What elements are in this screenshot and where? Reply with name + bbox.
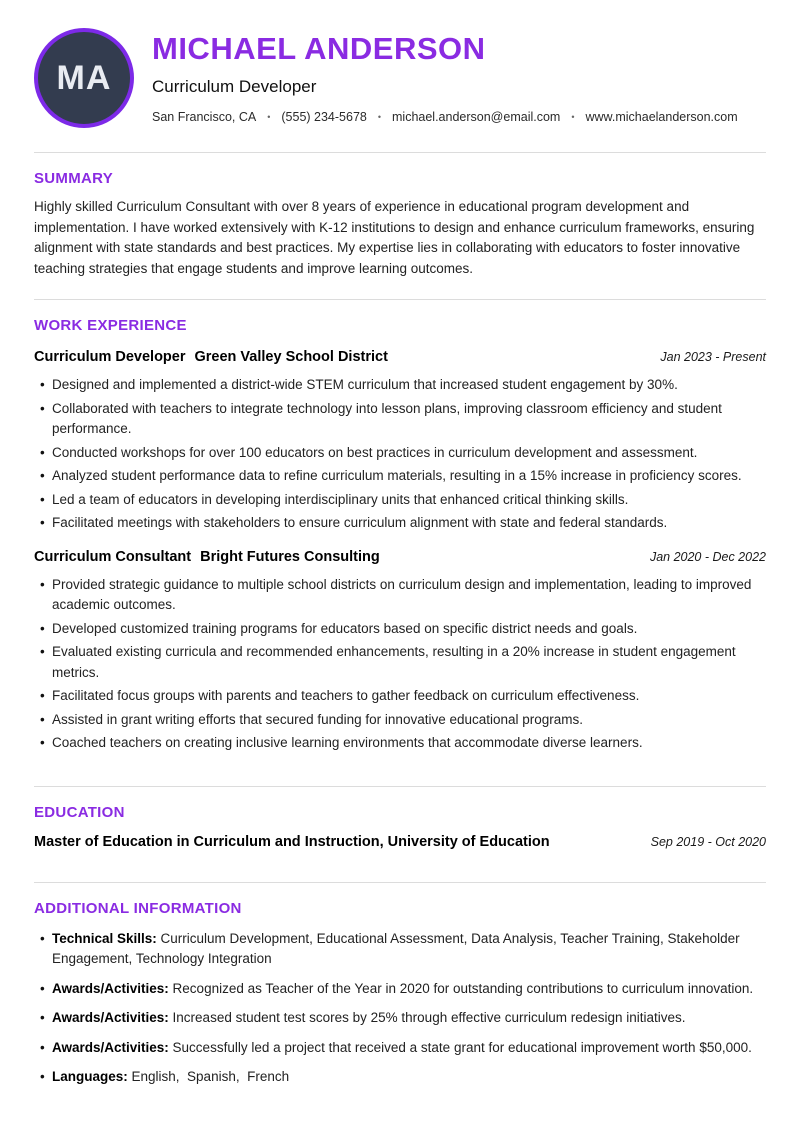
bullet-dot: • [40, 444, 45, 460]
person-title: Curriculum Developer [152, 77, 317, 97]
bullet-text: Analyzed student performance data to refine curriculum materials, resulting in a 15% increase in proficiency scores. [52, 468, 742, 483]
education-dates: Sep 2019 - Oct 2020 [650, 834, 766, 849]
section-divider [34, 299, 766, 300]
additional-section [34, 900, 766, 1088]
bullet-text: Led a team of educators in developing interdisciplinary units that enhanced critical thinking skills. [52, 491, 629, 507]
additional-item [34, 929, 766, 970]
person-name: MICHAEL ANDERSON [152, 30, 486, 66]
job-company: Bright Futures Consulting [200, 548, 380, 565]
bullet-text: Conducted workshops for over 100 educators on best practices in curriculum development and assessment. [52, 444, 698, 460]
contact-item: www.michaelanderson.com [585, 110, 738, 125]
bullet-item [34, 399, 766, 440]
contact-separator-dot: • [571, 111, 575, 122]
job-entry [34, 548, 766, 754]
bullet-text: Assisted in grant writing efforts that secured funding for innovative educational programs. [52, 711, 584, 727]
job-header [34, 548, 766, 566]
bullet-dot: • [40, 377, 45, 392]
bullet-dot: • [40, 515, 45, 530]
bullet-text: Facilitated meetings with stakeholders to ensure curriculum alignment with state and federal standards. [52, 515, 668, 530]
bullet-item [34, 642, 766, 683]
experience-heading: WORK EXPERIENCE [34, 317, 187, 334]
contact-separator-dot: • [377, 111, 382, 122]
additional-item [34, 1008, 766, 1029]
summary-section [34, 170, 766, 279]
bullet-dot: • [40, 688, 45, 703]
additional-text: Technical Skills: Curriculum Development, Educational Assessment, Data Analysis, Teacher Training, Stakeholder Engagement, Technology Integration [52, 930, 744, 966]
additional-item [34, 1067, 766, 1088]
summary-text: Highly skilled Curriculum Consultant with over 8 years of experience in educational program development and implementation. I have worked extensively with K-12 institutions to design and enhance curriculum frameworks, ensuring alignment with state standards and best practices. My expertise lies in collaborating with educators to foster innovative teaching strategies that engage students and improve learning outcomes. [34, 199, 755, 276]
job-title: Curriculum Developer [34, 349, 186, 365]
additional-label: Technical Skills: [52, 930, 157, 946]
bullet-dot: • [40, 1010, 45, 1025]
job-entry [34, 348, 766, 534]
bullet-item [34, 710, 766, 731]
job-bullets [34, 375, 766, 534]
additional-item [34, 1038, 766, 1059]
additional-text: Awards/Activities: Recognized as Teacher of the Year in 2020 for outstanding contributions to curriculum innovation. [52, 980, 754, 996]
jobs-list [34, 348, 766, 754]
experience-section [34, 317, 766, 754]
job-dates: Jan 2023 - Present [660, 350, 766, 364]
bullet-item [34, 619, 766, 640]
additional-label: Awards/Activities: [52, 1010, 169, 1025]
job-title: Curriculum Consultant [34, 548, 192, 565]
education-heading: EDUCATION [34, 803, 125, 821]
bullet-text: Developed customized training programs for educators based on specific district needs and goals. [52, 620, 638, 636]
additional-label: Awards/Activities: [52, 980, 169, 996]
section-divider [34, 882, 766, 883]
avatar-initials: MA [56, 58, 112, 97]
header-divider [34, 152, 766, 153]
bullet-item [34, 575, 766, 616]
contact-item: michael.anderson@email.com [392, 110, 561, 125]
bullet-text: Evaluated existing curricula and recommended enhancements, resulting in a 20% increase in student engagement metrics. [52, 644, 736, 680]
bullet-item [34, 375, 766, 396]
header-info [152, 32, 738, 124]
bullet-dot: • [40, 400, 45, 416]
additional-text: Languages: English, Spanish, French [52, 1069, 290, 1084]
bullet-text: Provided strategic guidance to multiple school districts on curriculum design and implementation, leading to improved academic outcomes. [52, 576, 752, 612]
section-divider [34, 786, 766, 787]
contact-item: San Francisco, CA [152, 110, 257, 125]
bullet-item [34, 733, 766, 754]
bullet-dot: • [40, 1069, 45, 1084]
job-bullets [34, 575, 766, 754]
job-title-company [34, 548, 380, 566]
bullet-item [34, 513, 766, 534]
bullet-text: Coached teachers on creating inclusive learning environments that accommodate diverse learners. [52, 735, 643, 750]
additional-list [34, 929, 766, 1088]
bullet-dot: • [40, 620, 45, 636]
education-degree: Master of Education in Curriculum and Instruction, University of Education [34, 833, 550, 850]
contact-item: (555) 234-5678 [281, 110, 367, 125]
additional-label: Languages: [52, 1069, 128, 1084]
education-entry [34, 834, 766, 850]
bullet-dot: • [40, 644, 45, 659]
bullet-item [34, 443, 766, 464]
bullet-dot: • [40, 930, 45, 946]
job-company: Green Valley School District [194, 349, 388, 365]
contact-line [152, 110, 738, 124]
bullet-text: Facilitated focus groups with parents and teachers to gather feedback on curriculum effectiveness. [52, 688, 640, 703]
bullet-dot: • [40, 711, 45, 727]
bullet-dot: • [40, 491, 45, 507]
job-dates: Jan 2020 - Dec 2022 [649, 549, 766, 564]
bullet-text: Designed and implemented a district-wide STEM curriculum that increased student engagement by 30%. [52, 377, 678, 392]
bullet-item [34, 490, 766, 511]
avatar [34, 28, 134, 128]
bullet-dot: • [40, 468, 45, 483]
job-header [34, 348, 766, 366]
contact-separator-dot: • [267, 111, 271, 122]
bullet-text: Collaborated with teachers to integrate technology into lesson plans, improving classroom efficiency and student performance. [52, 400, 722, 436]
additional-text: Awards/Activities: Increased student test scores by 25% through effective curriculum redesign initiatives. [52, 1010, 686, 1025]
additional-item [34, 979, 766, 1000]
summary-heading: SUMMARY [34, 170, 114, 187]
bullet-item [34, 466, 766, 487]
bullet-item [34, 686, 766, 707]
job-title-company [34, 348, 388, 366]
bullet-dot: • [40, 980, 45, 996]
bullet-dot: • [40, 1039, 45, 1055]
additional-text: Awards/Activities: Successfully led a project that received a state grant for educational improvement worth $50,000. [52, 1039, 752, 1055]
resume-header [34, 28, 766, 128]
bullet-dot: • [40, 576, 45, 592]
additional-heading: ADDITIONAL INFORMATION [34, 899, 242, 917]
education-section [34, 804, 766, 850]
additional-label: Awards/Activities: [52, 1039, 169, 1055]
bullet-dot: • [40, 735, 45, 750]
